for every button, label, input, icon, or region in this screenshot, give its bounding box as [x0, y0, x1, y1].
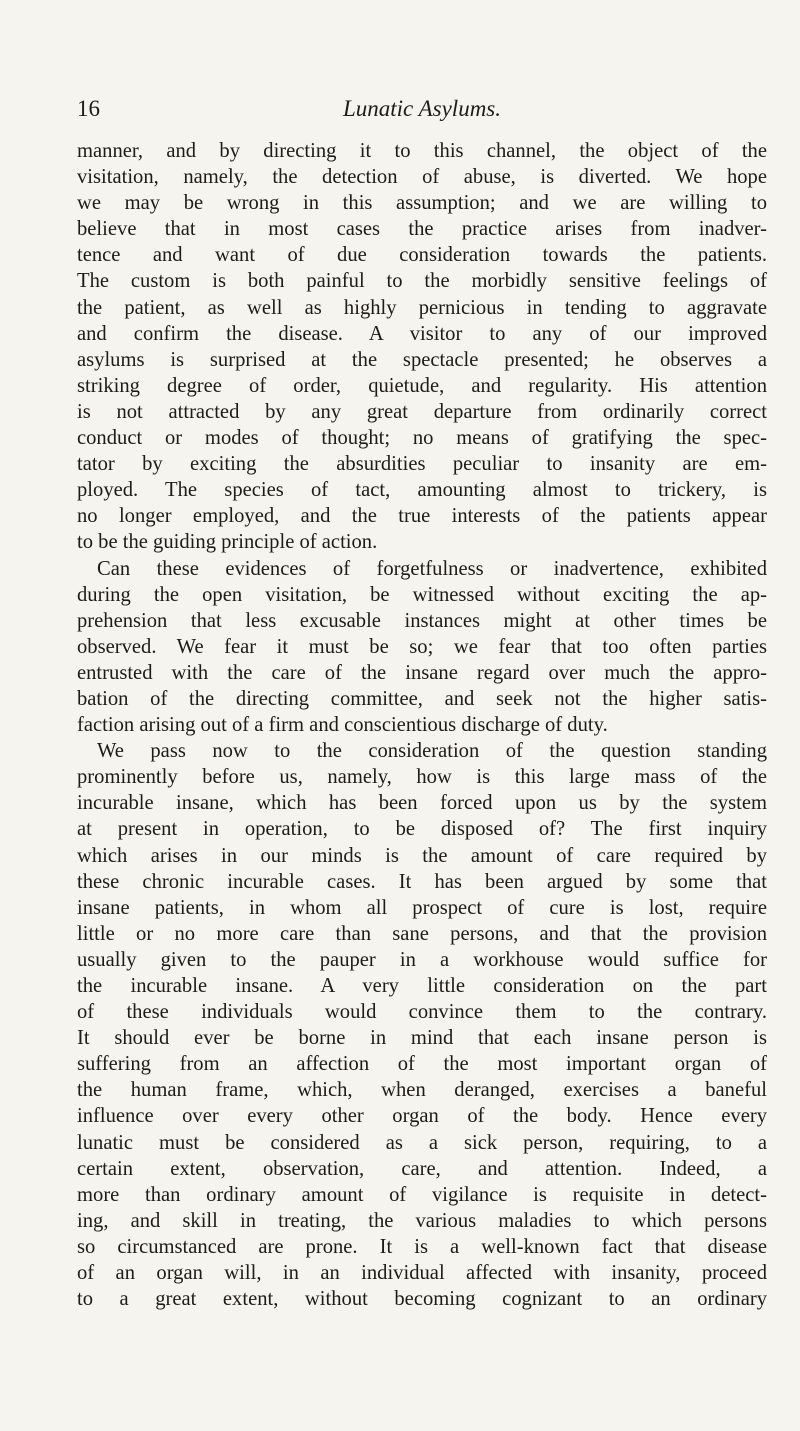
text-line: these chronic incurable cases. It has been argued by some that — [77, 870, 767, 893]
text-line: faction arising out of a firm and conscientious discharge of duty. — [77, 714, 608, 737]
text-line: the incurable insane. A very little consideration on the part — [77, 975, 767, 997]
text-line: bation of the directing committee, and seek not the higher satis- — [77, 687, 767, 710]
text-line: ing, and skill in treating, the various maladies to which persons — [77, 1209, 767, 1232]
text-line: tence and want of due consideration towards the patients. — [77, 244, 767, 267]
text-line: the patient, as well as highly pernicious in tending to aggravate — [77, 296, 767, 319]
text-line: suffering from an affection of the most important organ of — [77, 1053, 767, 1076]
text-line: no longer employed, and the true interests of the patients appear — [77, 505, 767, 528]
text-line: is not attracted by any great departure from ordinarily correct — [77, 400, 767, 423]
text-line: manner, and by directing it to this channel, the object of the — [77, 140, 767, 162]
text-line: we may be wrong in this assumption; and we are willing to — [77, 192, 767, 215]
text-line: incurable insane, which has been forced upon us by the system — [77, 792, 767, 815]
text-line: asylums is surprised at the spectacle presented; he observes a — [77, 348, 767, 371]
text-line: more than ordinary amount of vigilance is requisite in detect- — [77, 1183, 767, 1206]
text-line: prominently before us, namely, how is this large mass of the — [77, 766, 767, 789]
text-line: to a great extent, without becoming cognizant to an ordinary — [77, 1288, 767, 1311]
text-line: certain extent, observation, care, and attention. Indeed, a — [77, 1157, 767, 1180]
page-number: 16 — [77, 96, 100, 121]
text-line: so circumstanced are prone. It is a well-known fact that disease — [77, 1235, 767, 1258]
text-line: ployed. The species of tact, amounting almost to trickery, is — [77, 479, 767, 502]
text-line: at present in operation, to be disposed of? The first inquiry — [77, 818, 767, 841]
page-header — [77, 94, 767, 124]
text-line: prehension that less excusable instances might at other times be — [77, 609, 767, 632]
text-line: We pass now to the consideration of the question standing — [97, 740, 767, 763]
body-text — [77, 138, 767, 1312]
text-line: and confirm the disease. A visitor to any of our improved — [77, 322, 767, 345]
text-line: The custom is both painful to the morbidly sensitive feelings of — [77, 270, 767, 293]
text-line: It should ever be borne in mind that each insane person is — [77, 1027, 767, 1050]
text-line: to be the guiding principle of action. — [77, 531, 378, 554]
text-line: believe that in most cases the practice arises from inadver- — [77, 218, 767, 241]
running-title: Lunatic Asylums. — [342, 96, 502, 121]
text-line: which arises in our minds is the amount of care required by — [77, 844, 767, 867]
text-line: entrusted with the care of the insane regard over much the appro- — [77, 661, 767, 684]
text-line: lunatic must be considered as a sick person, requiring, to a — [77, 1131, 767, 1154]
text-line: observed. We fear it must be so; we fear that too often parties — [77, 635, 767, 658]
text-line: of these individuals would convince them to the contrary. — [77, 1001, 767, 1024]
text-line: during the open visitation, be witnessed without exciting the ap- — [77, 583, 767, 606]
text-line: tator by exciting the absurdities peculiar to insanity are em- — [77, 453, 767, 476]
text-line: little or no more care than sane persons, and that the provision — [77, 922, 767, 945]
text-line: insane patients, in whom all prospect of cure is lost, require — [77, 896, 767, 919]
text-line: Can these evidences of forgetfulness or inadvertence, exhibited — [97, 557, 767, 580]
text-line: conduct or modes of thought; no means of gratifying the spec- — [77, 427, 767, 450]
text-line: usually given to the pauper in a workhouse would suffice for — [77, 948, 767, 971]
text-line: visitation, namely, the detection of abuse, is diverted. We hope — [77, 166, 767, 189]
text-line: influence over every other organ of the body. Hence every — [77, 1105, 767, 1128]
text-line: the human frame, which, when deranged, exercises a baneful — [77, 1079, 767, 1102]
text-line: of an organ will, in an individual affected with insanity, proceed — [77, 1262, 767, 1285]
text-line: striking degree of order, quietude, and regularity. His attention — [77, 374, 767, 397]
